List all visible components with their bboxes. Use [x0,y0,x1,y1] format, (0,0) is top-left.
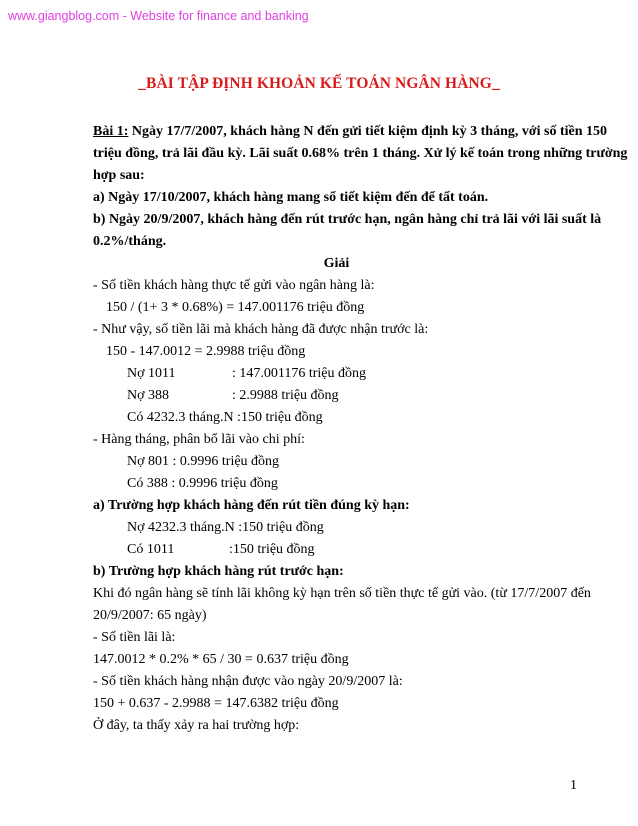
case-b-heading: b) Trường hợp khách hàng rút trước hạn: [93,564,344,579]
entry-account: Có 1011 [127,542,175,557]
solution-line: Ở đây, ta thấy xảy ra hai trường hợp: [93,718,300,733]
entry-account: Nợ 4232.3 tháng.N :150 triệu đồng [127,520,324,535]
page-number: 1 [570,778,577,793]
entry-account: Nợ 1011 [127,366,176,381]
solution-line: 150 + 0.637 - 2.9988 = 147.6382 triệu đồng [93,696,339,711]
entry-amount: : 2.9988 triệu đồng [232,388,339,403]
journal-entry-row: Có 388 : 0.9996 triệu đồng [127,476,278,491]
solution-line: 150 - 147.0012 = 2.9988 triệu đồng [106,344,306,359]
solution-line: - Số tiền khách hàng nhận được vào ngày 20/9/2007 là: [93,674,403,689]
journal-entry-row [93,517,580,539]
solution-line: 20/9/2007: 65 ngày) [93,608,207,623]
page-title: _BÀI TẬP ĐỊNH KHOẢN KẾ TOÁN NGÂN HÀNG_ [138,75,500,92]
solution-line: - Số tiền khách hàng thực tế gửi vào ngân hàng là: [93,278,375,293]
solution-line: - Như vậy, số tiền lãi mà khách hàng đã được nhận trước là: [93,322,429,337]
problem-line-3: hợp sau: [93,168,145,183]
entry-account: Có 4232.3 tháng.N :150 triệu đồng [127,410,323,425]
solution-line: 150 / (1+ 3 * 0.68%) = 147.001176 triệu đồng [106,300,365,315]
solution-line: 147.0012 * 0.2% * 65 / 30 = 0.637 triệu đồng [93,652,349,667]
problem-line-2: triệu đồng, trả lãi đầu kỳ. Lãi suất 0.68% trên 1 tháng. Xử lý kế toán trong những trường [93,146,628,161]
problem-text-1: Ngày 17/7/2007, khách hàng N đến gửi tiết kiệm định kỳ 3 tháng, với số tiền 150 [128,124,608,139]
journal-entry-row [93,539,580,561]
solution-line: - Số tiền lãi là: [93,630,176,645]
entry-amount: :150 triệu đồng [229,542,315,557]
solution-line: - Hàng tháng, phân bổ lãi vào chi phí: [93,432,305,447]
solution-heading: Giải [323,256,350,271]
solution-line: Khi đó ngân hàng sẽ tính lãi không kỳ hạn trên số tiền thực tế gửi vào. (từ 17/7/2007 đến [93,586,591,601]
document-body [93,121,628,737]
journal-entry-row: Nợ 801 : 0.9996 triệu đồng [127,454,280,469]
journal-entry-row [93,385,580,407]
case-a-heading: a) Trường hợp khách hàng đến rút tiền đúng kỳ hạn: [93,498,410,513]
problem-label: Bài 1: [93,124,129,139]
journal-entry-row [93,407,580,429]
problem-part-b-1: b) Ngày 20/9/2007, khách hàng đến rút trước hạn, ngân hàng chỉ trả lãi với lãi suất là [93,212,602,227]
problem-line-1 [93,121,608,143]
entry-amount: : 147.001176 triệu đồng [232,366,367,381]
problem-part-b-2: 0.2%/tháng. [93,234,167,249]
journal-entry-row [93,363,580,385]
entry-account: Nợ 388 [127,388,170,403]
watermark-text: www.giangblog.com - Website for finance and banking [8,9,309,23]
problem-part-a: a) Ngày 17/10/2007, khách hàng mang sổ tiết kiệm đến để tất toán. [93,190,489,205]
